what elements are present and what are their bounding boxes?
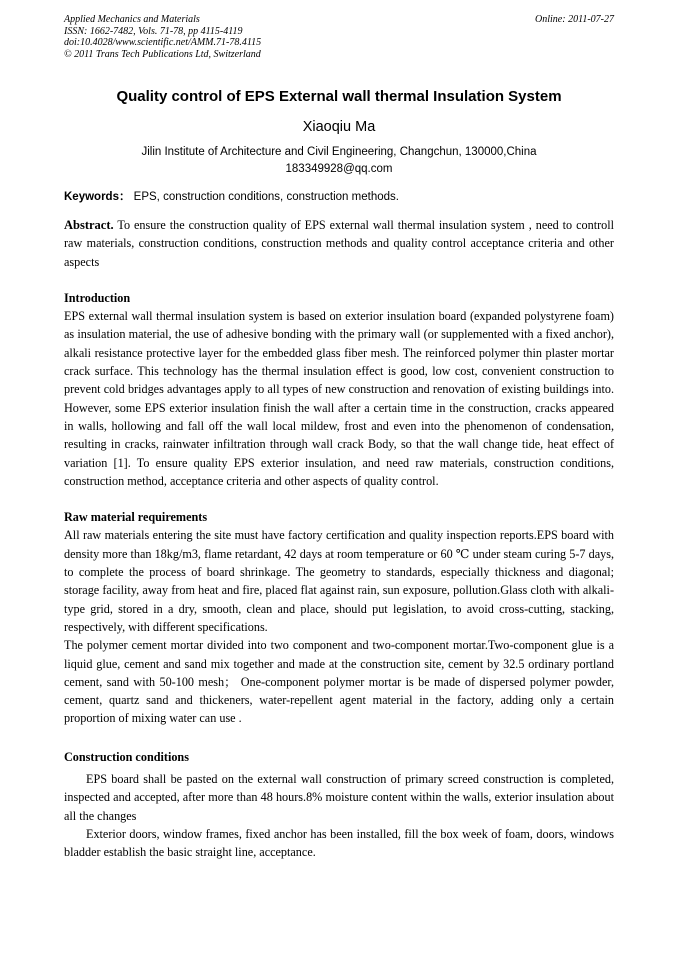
keywords-text: EPS, construction conditions, construction methods. [133, 191, 399, 203]
introduction-text: EPS external wall thermal insulation system is based on exterior insulation board (expanded polystyrene foam) as insulation material, the use of adhesive bonding with the primary wall (or supplemented with a fixed anchor), alkali resistance protective layer for the embedded glass fiber mesh. The reinforced polymer thin plaster mortar crack surface. This technology has the thermal insulation effect is good, low cost, convenient construction to prevent cold bridges advantages apply to all types of new construction and renovation of existing buildings into. However, some EPS exterior insulation finish the wall after a certain time in the construction, cracks appeared in walls, hollowing and fall off the wall local mildew, frost and even into the phenomenon of condensation, resulting in cracks, rainwater infiltration through wall crack Body, so that the wall change tide, heat effect of variation [1]. To ensure quality EPS exterior insulation, and need raw materials, construction conditions, construction method, acceptance criteria and other aspects of quality control. [64, 309, 614, 488]
paper-title: Quality control of EPS External wall thermal Insulation System [116, 88, 562, 105]
section-raw-materials [64, 508, 614, 728]
online-date: Online: 2011-07-27 [535, 14, 614, 25]
section-introduction [64, 289, 614, 490]
doi-line: doi:10.4028/www.scientific.net/AMM.71-78.4115 [64, 37, 262, 48]
affiliation: Jilin Institute of Architecture and Civil Engineering, Changchun, 130000,China [141, 146, 537, 158]
raw-materials-heading: Raw material requirements [64, 510, 208, 525]
affiliation-block [64, 144, 614, 178]
author-name: Xiaoqiu Ma [302, 119, 376, 135]
construction-heading: Construction conditions [64, 749, 189, 764]
paper-page [64, 14, 614, 862]
abstract [64, 216, 614, 271]
copyright-line: © 2011 Trans Tech Publications Ltd, Switzerland [64, 48, 261, 60]
raw-materials-para-1: All raw materials entering the site must have factory certification and quality inspection reports.EPS board with density more than 18kg/m3, flame retardant, 42 days at room temperature or 60 ℃ under steam curing 5-7 days, to complete the process of board shrinkage. The geometry to standards, especially thickness and diagonal; storage facility, away from heat and fire, placed flat against rain, sun exposure, pollution.Glass cloth with alkali-type grid, stored in a dry, smooth, clean and place, should put legislation, to avoid cross-cutting, stacking, respectively, with different specifications. [64, 528, 614, 634]
abstract-text: To ensure the construction quality of EPS external wall thermal insulation system , need to controll raw materials, construction conditions, construction methods and quality control acceptance criteria and other aspects [64, 218, 615, 269]
issn-line: ISSN: 1662-7482, Vols. 71-78, pp 4115-4119 [64, 25, 243, 37]
author-email: 183349928@qq.com [285, 163, 393, 175]
section-construction [64, 748, 614, 862]
journal-name: Applied Mechanics and Materials [64, 14, 200, 25]
raw-materials-para-2: The polymer cement mortar divided into two component and two-component mortar.Two-component glue is a liquid glue, cement and sand mix together and made at the construction site, cement by 32.5 ordinary portland cement, sand with 50-100 mesh； One-component polymer mortar is be made of dispersed polymer powder, cement, quartz sand and thickeners, water-repellent agent material in the factory, adding only a certain proportion of mixing water can use . [64, 638, 614, 726]
introduction-heading: Introduction [64, 290, 131, 305]
abstract-label: Abstract. [64, 218, 114, 232]
construction-para-1: EPS board shall be pasted on the external wall construction of primary screed construction is completed, inspected and accepted, after more than 48 hours.8% moisture content within the walls, exterior insulation about all the changes [64, 772, 614, 823]
keywords-label: Keywords： [64, 191, 131, 203]
keywords [64, 188, 614, 204]
construction-para-2: Exterior doors, window frames, fixed anchor has been installed, fill the box week of foam, doors, windows bladder establish the basic straight line, acceptance. [64, 826, 614, 860]
journal-header [64, 14, 614, 60]
